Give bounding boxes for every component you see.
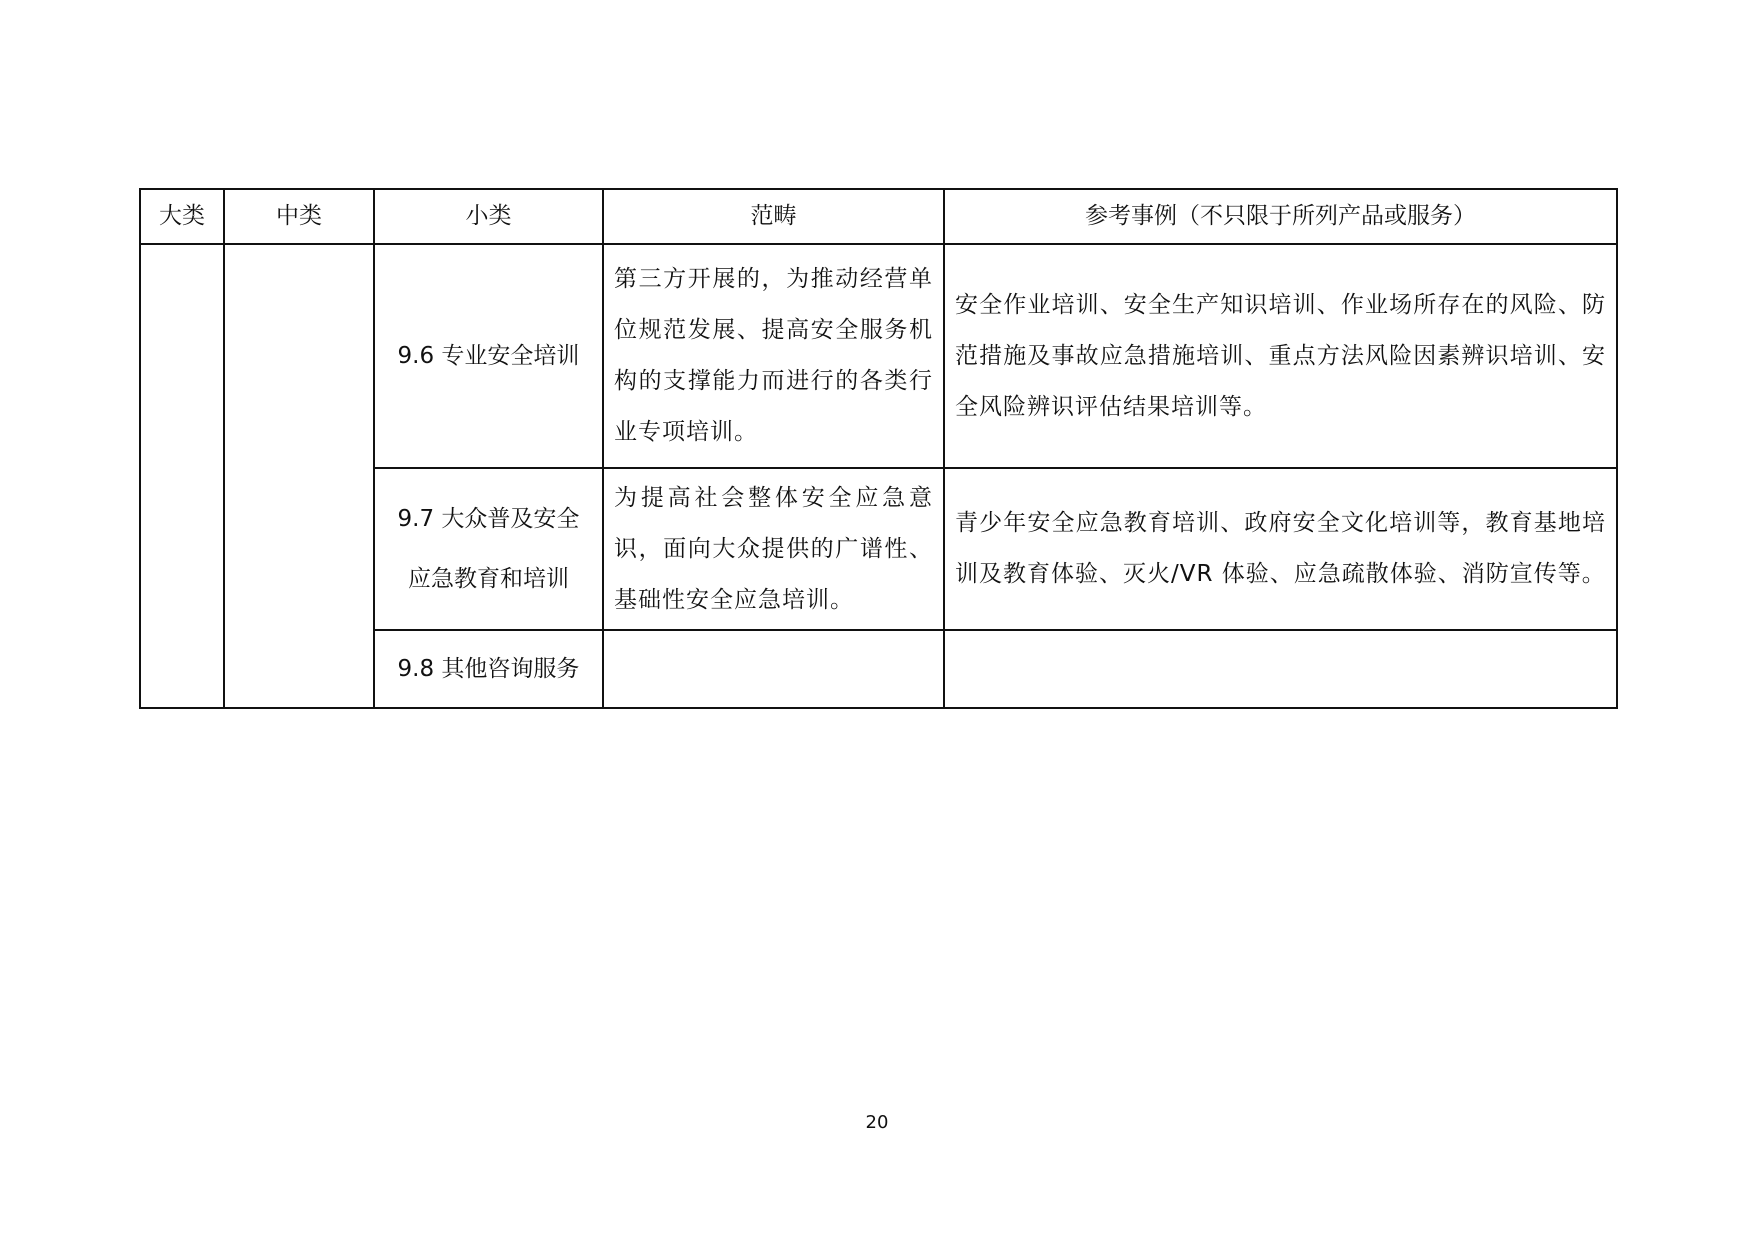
- scope-cell: 第三方开展的，为推动经营单位规范发展、提高安全服务机构的支撑能力而进行的各类行业专项培训。: [603, 244, 944, 468]
- classification-table-container: [139, 188, 1618, 709]
- header-scope: 范畴: [603, 189, 944, 244]
- examples-cell: 青少年安全应急教育培训、政府安全文化培训等，教育基地培训及教育体验、灭火/VR 体验、应急疏散体验、消防宣传等。: [944, 468, 1617, 630]
- header-middle-category: 中类: [224, 189, 374, 244]
- table-row: [140, 244, 1617, 468]
- sub-category-cell: 9.8 其他咨询服务: [374, 630, 603, 708]
- middle-category-cell: [224, 244, 374, 708]
- scope-cell: [603, 630, 944, 708]
- sub-category-cell: 9.6 专业安全培训: [374, 244, 603, 468]
- examples-cell: 安全作业培训、安全生产知识培训、作业场所存在的风险、防范措施及事故应急措施培训、重点方法风险因素辨识培训、安全风险辨识评估结果培训等。: [944, 244, 1617, 468]
- scope-cell: 为提高社会整体安全应急意识，面向大众提供的广谱性、基础性安全应急培训。: [603, 468, 944, 630]
- classification-table: [139, 188, 1618, 709]
- header-examples: 参考事例（不只限于所列产品或服务）: [944, 189, 1617, 244]
- page-number: 20: [865, 1112, 889, 1133]
- sub-category-cell: 9.7 大众普及安全应急教育和培训: [374, 468, 603, 630]
- header-major-category: 大类: [140, 189, 224, 244]
- examples-cell: [944, 630, 1617, 708]
- major-category-cell: [140, 244, 224, 708]
- table-header-row: [140, 189, 1617, 244]
- header-sub-category: 小类: [374, 189, 603, 244]
